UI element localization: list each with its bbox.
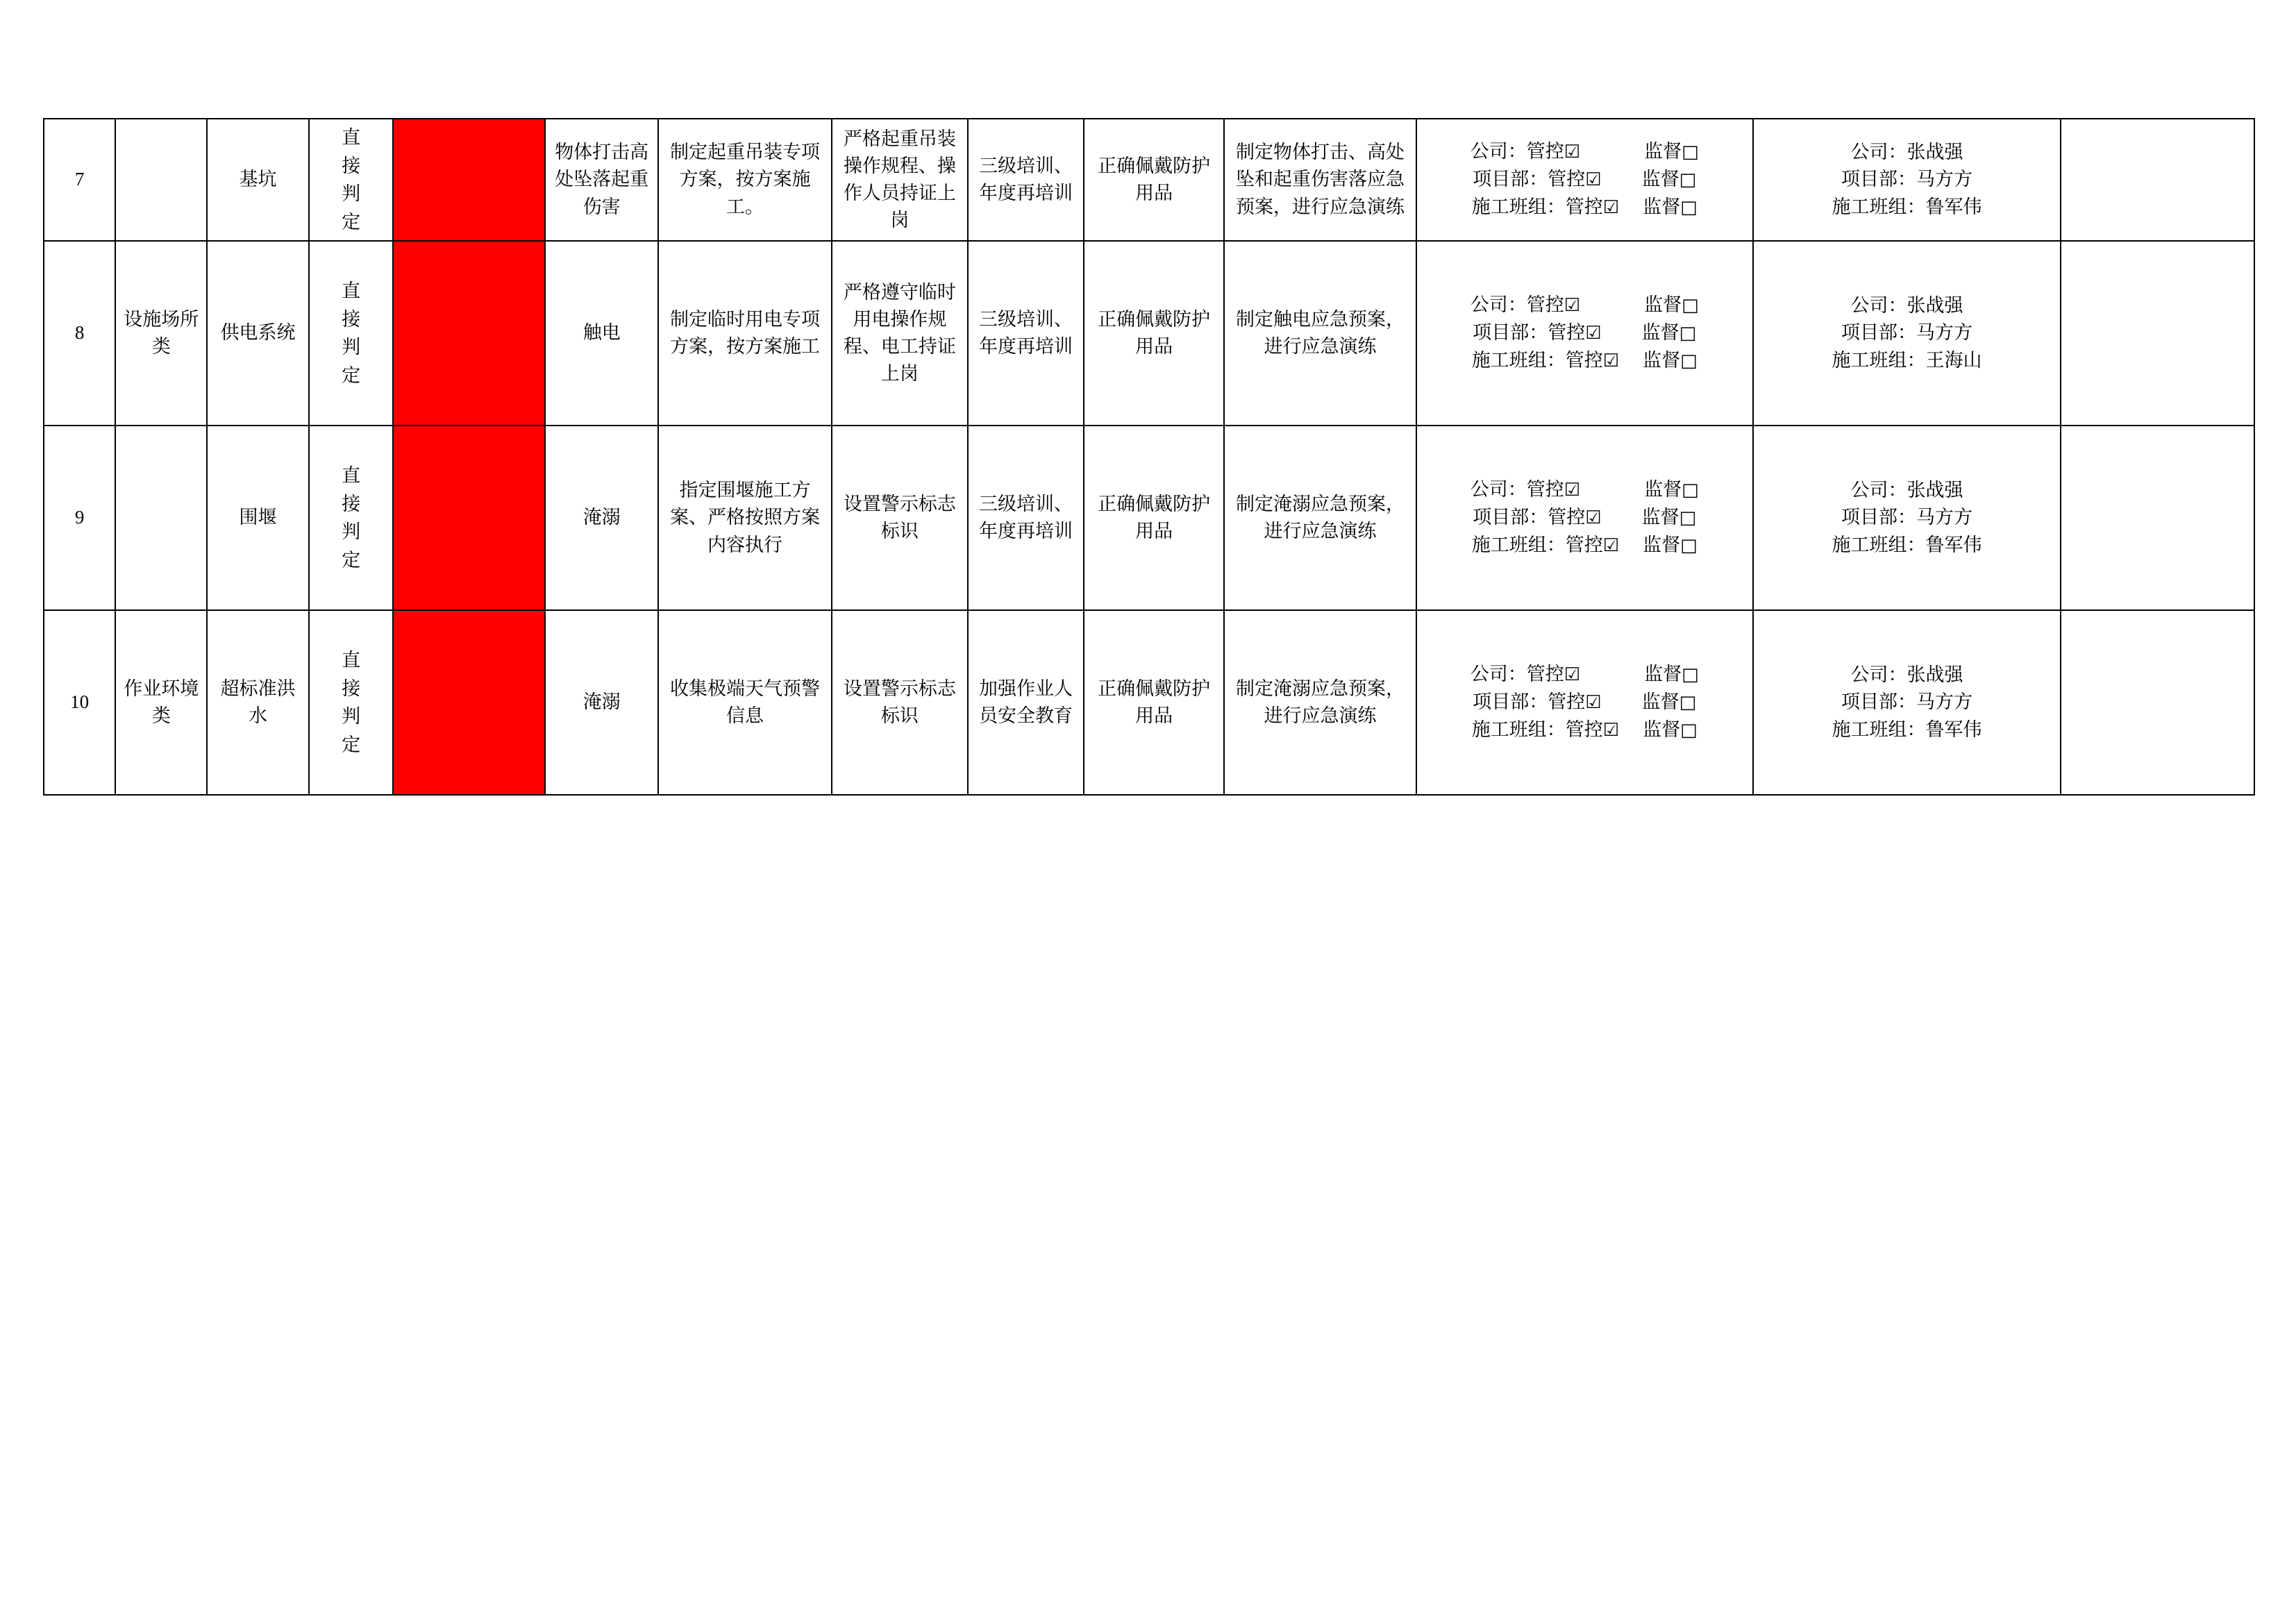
table-row [44, 241, 2254, 426]
control-company-manage-label: 管控 [1526, 141, 1564, 162]
control-company-supervise-checkbox[interactable]: □ [1682, 295, 1699, 317]
control-company-manage-label: 管控 [1526, 479, 1564, 501]
control-company-label: 公司： [1470, 664, 1527, 685]
row-category [115, 119, 207, 241]
control-company-label: 公司： [1470, 479, 1527, 501]
control-company-manage-checkbox[interactable]: ☑ [1564, 480, 1581, 501]
control-project-label: 项目部： [1473, 691, 1548, 713]
control-level-project [1423, 504, 1747, 532]
control-project-supervise-checkbox[interactable]: □ [1679, 169, 1697, 191]
control-project-manage-checkbox[interactable]: ☑ [1585, 692, 1602, 714]
person-project: 项目部：马方方 [1841, 507, 1972, 528]
control-company-manage-checkbox[interactable]: ☑ [1564, 295, 1581, 317]
control-team-label: 施工班组： [1471, 196, 1566, 217]
person-company: 公司：张战强 [1850, 664, 1963, 686]
control-project-label: 项目部： [1473, 169, 1548, 190]
row-number: 7 [44, 119, 115, 241]
row-ppe-measure: 正确佩戴防护用品 [1084, 119, 1224, 241]
row-risk-level: 重大风险 [393, 241, 545, 426]
row-number: 10 [44, 610, 115, 795]
row-responsible-persons [1753, 610, 2061, 795]
table-row [44, 119, 2254, 241]
control-project-supervise-label: 监督 [1641, 169, 1679, 190]
control-team-supervise-label: 监督 [1643, 349, 1681, 371]
control-project-supervise-checkbox[interactable]: □ [1679, 323, 1697, 344]
control-company-supervise-label: 监督 [1644, 664, 1682, 685]
control-level-company [1423, 661, 1747, 689]
row-risk-level: 重大风险 [393, 426, 545, 610]
row-name: 围堰 [207, 426, 309, 610]
control-level-team [1423, 347, 1747, 375]
row-management-measure: 严格起重吊装操作规程、操作人员持证上岗 [832, 119, 968, 241]
row-ppe-measure: 正确佩戴防护用品 [1084, 610, 1224, 795]
row-ppe-measure: 正确佩戴防护用品 [1084, 426, 1224, 610]
control-level-team [1423, 532, 1747, 560]
control-level-company [1423, 476, 1747, 504]
control-level-project [1423, 319, 1747, 347]
control-project-supervise-checkbox[interactable]: □ [1679, 507, 1697, 529]
person-project: 项目部：马方方 [1841, 691, 1972, 713]
control-level-project [1423, 166, 1747, 194]
row-name: 供电系统 [207, 241, 309, 426]
control-company-supervise-checkbox[interactable]: □ [1682, 142, 1699, 163]
control-project-label: 项目部： [1473, 507, 1548, 528]
control-team-manage-checkbox[interactable]: ☑ [1602, 196, 1620, 218]
control-team-manage-label: 管控 [1565, 718, 1603, 740]
control-company-manage-checkbox[interactable]: ☑ [1564, 664, 1581, 686]
control-project-manage-label: 管控 [1548, 691, 1586, 713]
person-company: 公司：张战强 [1850, 142, 1963, 163]
control-company-supervise-checkbox[interactable]: □ [1682, 664, 1699, 686]
control-project-supervise-label: 监督 [1641, 691, 1679, 713]
control-company-manage-checkbox[interactable]: ☑ [1564, 142, 1581, 163]
row-training-measure: 三级培训、年度再培训 [968, 241, 1084, 426]
row-training-measure: 三级培训、年度再培训 [968, 119, 1084, 241]
control-company-manage-label: 管控 [1526, 294, 1564, 316]
person-project: 项目部：马方方 [1841, 169, 1972, 190]
row-emergency-measure: 制定淹溺应急预案，进行应急演练 [1224, 426, 1416, 610]
row-remark [2061, 119, 2254, 241]
row-responsible-persons [1753, 426, 2061, 610]
control-team-supervise-checkbox[interactable]: □ [1680, 535, 1698, 556]
table-row [44, 610, 2254, 795]
row-engineering-measure: 制定临时用电专项方案，按方案施工 [658, 241, 832, 426]
control-project-manage-checkbox[interactable]: ☑ [1585, 507, 1602, 529]
row-remark [2061, 241, 2254, 426]
row-control-levels [1416, 610, 1753, 795]
row-number: 9 [44, 426, 115, 610]
row-emergency-measure: 制定淹溺应急预案，进行应急演练 [1224, 610, 1416, 795]
control-project-manage-label: 管控 [1548, 169, 1586, 190]
control-project-label: 项目部： [1473, 322, 1548, 344]
control-team-manage-label: 管控 [1565, 534, 1603, 555]
control-team-manage-checkbox[interactable]: ☑ [1602, 350, 1620, 371]
control-company-manage-label: 管控 [1526, 664, 1564, 685]
control-project-supervise-checkbox[interactable]: □ [1679, 692, 1697, 714]
control-company-supervise-label: 监督 [1644, 141, 1682, 162]
control-team-manage-checkbox[interactable]: ☑ [1602, 535, 1620, 556]
control-company-label: 公司： [1470, 294, 1527, 316]
control-team-supervise-checkbox[interactable]: □ [1680, 719, 1698, 741]
person-team: 施工班组：鲁军伟 [1832, 718, 1982, 740]
control-project-manage-checkbox[interactable]: ☑ [1585, 169, 1602, 191]
control-level-company [1423, 138, 1747, 166]
control-team-manage-label: 管控 [1565, 349, 1603, 371]
row-engineering-measure: 制定起重吊装专项方案，按方案施工。 [658, 119, 832, 241]
row-hazard: 淹溺 [545, 610, 658, 795]
row-name: 基坑 [207, 119, 309, 241]
row-emergency-measure: 制定物体打击、高处坠和起重伤害落应急预案，进行应急演练 [1224, 119, 1416, 241]
row-judgment: 直接判定 [309, 610, 394, 795]
row-responsible-persons [1753, 119, 2061, 241]
person-project: 项目部：马方方 [1841, 322, 1972, 344]
row-emergency-measure: 制定触电应急预案，进行应急演练 [1224, 241, 1416, 426]
row-category: 作业环境类 [115, 610, 207, 795]
control-company-label: 公司： [1470, 141, 1527, 162]
row-remark [2061, 610, 2254, 795]
row-engineering-measure: 收集极端天气预警信息 [658, 610, 832, 795]
control-team-label: 施工班组： [1471, 534, 1566, 555]
person-team: 施工班组：鲁军伟 [1832, 196, 1982, 217]
control-team-supervise-label: 监督 [1643, 718, 1681, 740]
control-project-manage-label: 管控 [1548, 322, 1586, 344]
row-management-measure: 设置警示标志标识 [832, 610, 968, 795]
row-judgment: 直接判定 [309, 119, 394, 241]
row-name: 超标准洪水 [207, 610, 309, 795]
row-engineering-measure: 指定围堰施工方案、严格按照方案内容执行 [658, 426, 832, 610]
row-training-measure: 三级培训、年度再培训 [968, 426, 1084, 610]
control-team-supervise-checkbox[interactable]: □ [1680, 350, 1698, 371]
row-category: 设施场所类 [115, 241, 207, 426]
control-project-supervise-label: 监督 [1641, 322, 1679, 344]
control-company-supervise-label: 监督 [1644, 294, 1682, 316]
control-level-team [1423, 194, 1747, 221]
row-judgment: 直接判定 [309, 241, 394, 426]
control-team-supervise-label: 监督 [1643, 534, 1681, 555]
row-ppe-measure: 正确佩戴防护用品 [1084, 241, 1224, 426]
row-control-levels [1416, 426, 1753, 610]
table-row [44, 426, 2254, 610]
row-risk-level: 重大风险 [393, 610, 545, 795]
control-project-manage-checkbox[interactable]: ☑ [1585, 323, 1602, 344]
control-team-manage-checkbox[interactable]: ☑ [1602, 719, 1620, 741]
person-company: 公司：张战强 [1850, 480, 1963, 501]
control-project-manage-label: 管控 [1548, 507, 1586, 528]
row-training-measure: 加强作业人员安全教育 [968, 610, 1084, 795]
control-company-supervise-checkbox[interactable]: □ [1682, 480, 1699, 501]
row-responsible-persons [1753, 241, 2061, 426]
control-team-manage-label: 管控 [1565, 196, 1603, 217]
control-team-supervise-label: 监督 [1643, 196, 1681, 217]
control-team-supervise-checkbox[interactable]: □ [1680, 196, 1698, 218]
row-control-levels [1416, 119, 1753, 241]
control-level-company [1423, 292, 1747, 319]
row-risk-level: 重大风险 [393, 119, 545, 241]
row-hazard: 触电 [545, 241, 658, 426]
row-category [115, 426, 207, 610]
control-team-label: 施工班组： [1471, 349, 1566, 371]
row-management-measure: 设置警示标志标识 [832, 426, 968, 610]
person-company: 公司：张战强 [1850, 295, 1963, 317]
row-management-measure: 严格遵守临时用电操作规 程、电工持证上岗 [832, 241, 968, 426]
control-project-supervise-label: 监督 [1641, 507, 1679, 528]
risk-assessment-table [43, 118, 2255, 796]
row-hazard: 物体打击高处坠落起重伤害 [545, 119, 658, 241]
control-company-supervise-label: 监督 [1644, 479, 1682, 501]
row-judgment: 直接判定 [309, 426, 394, 610]
row-number: 8 [44, 241, 115, 426]
control-team-label: 施工班组： [1471, 718, 1566, 740]
person-team: 施工班组：王海山 [1832, 349, 1982, 371]
row-hazard: 淹溺 [545, 426, 658, 610]
control-level-project [1423, 689, 1747, 716]
row-control-levels [1416, 241, 1753, 426]
control-level-team [1423, 716, 1747, 744]
person-team: 施工班组：鲁军伟 [1832, 534, 1982, 555]
row-remark [2061, 426, 2254, 610]
